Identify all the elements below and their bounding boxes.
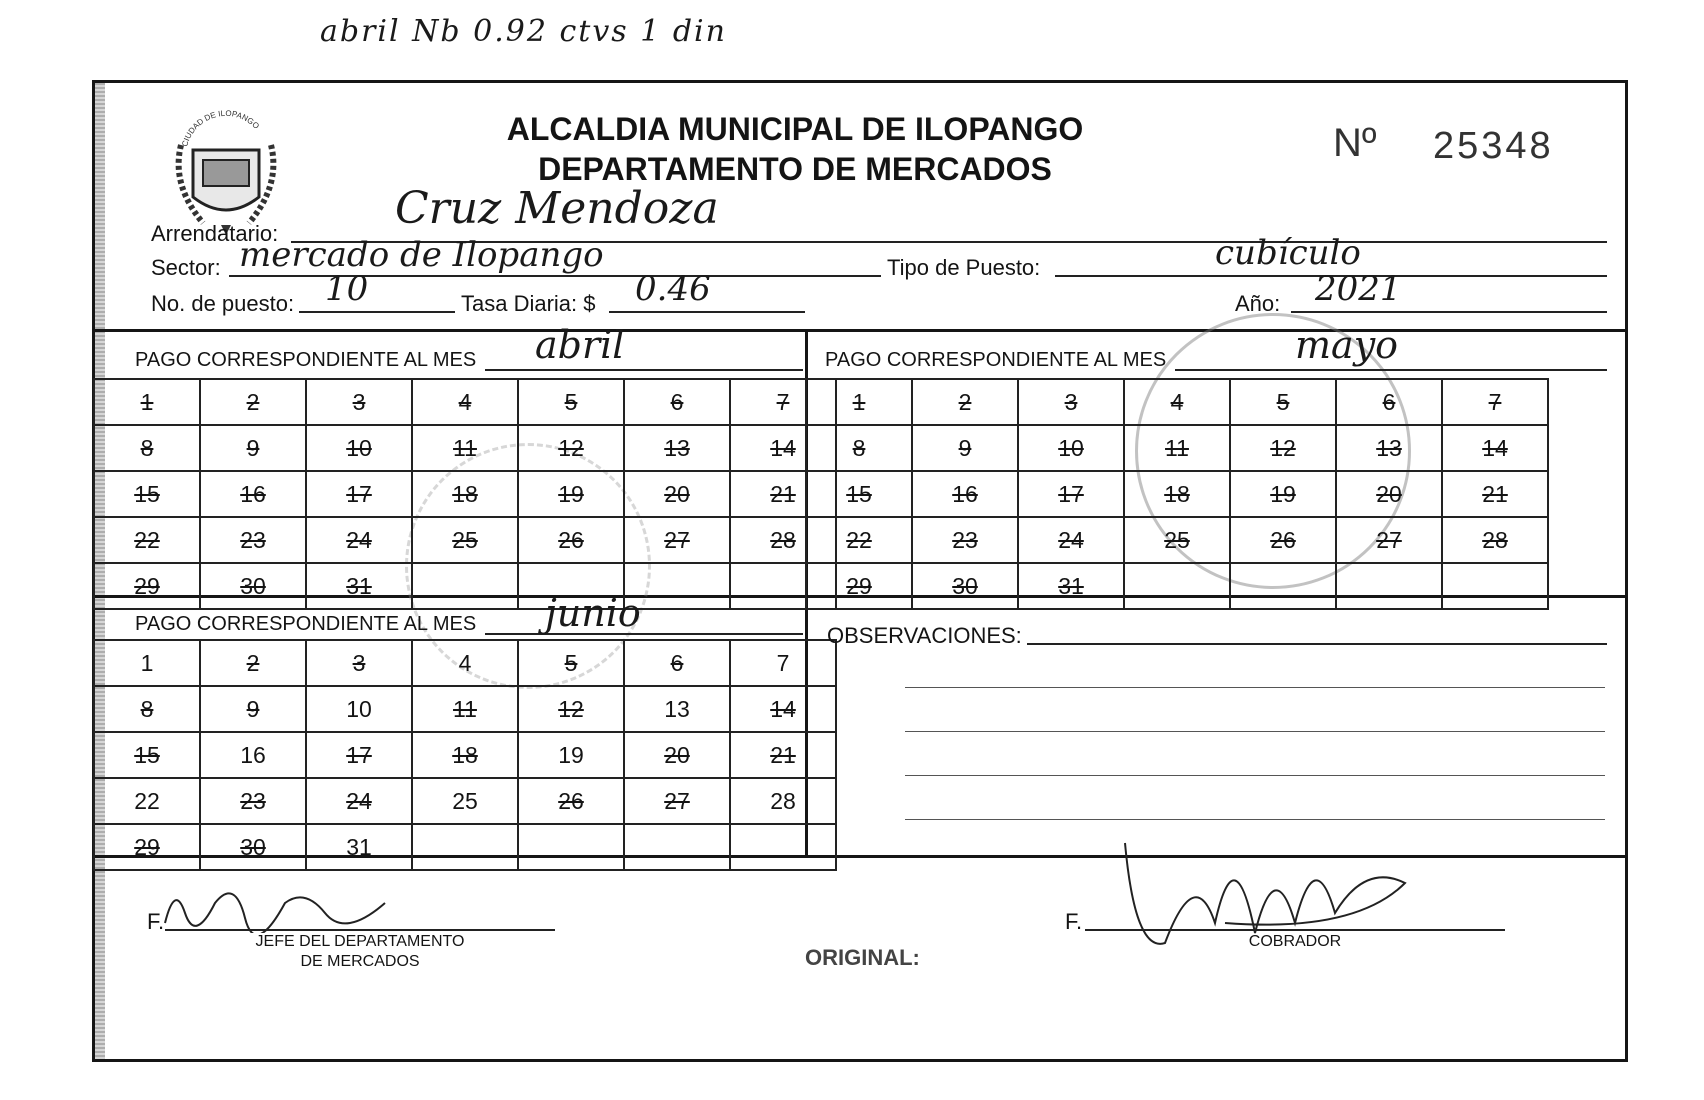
- month-1-day-grid: [93, 378, 837, 610]
- day-cell: 9: [200, 686, 306, 732]
- day-cell: [1336, 563, 1442, 609]
- day-row: [94, 686, 836, 732]
- day-row: [94, 824, 836, 870]
- day-cell: 6: [624, 379, 730, 425]
- anio-value: 2021: [1315, 269, 1402, 309]
- day-cell: 15: [94, 471, 200, 517]
- day-cell: [1230, 563, 1336, 609]
- day-cell: 16: [200, 732, 306, 778]
- day-cell: 4: [412, 379, 518, 425]
- anio-label: Año:: [1235, 291, 1281, 316]
- day-cell: 2: [200, 379, 306, 425]
- day-cell: 3: [306, 640, 412, 686]
- handwritten-top-note: abril Nb 0.92 ctvs 1 din: [320, 14, 727, 49]
- day-cell: 14: [1442, 425, 1548, 471]
- day-cell: 3: [306, 379, 412, 425]
- no-puesto-line: [299, 311, 455, 313]
- day-cell: 20: [1336, 471, 1442, 517]
- day-cell: 1: [94, 379, 200, 425]
- observaciones-line: [905, 819, 1605, 820]
- title-department: DEPARTAMENTO DE MERCADOS: [538, 151, 1052, 187]
- day-cell: 22: [806, 517, 912, 563]
- day-cell: 23: [912, 517, 1018, 563]
- day-cell: 4: [1124, 379, 1230, 425]
- municipal-seal-icon: [173, 105, 279, 237]
- day-cell: 23: [200, 778, 306, 824]
- day-cell: 28: [1442, 517, 1548, 563]
- day-cell: [412, 563, 518, 609]
- day-cell: 10: [306, 425, 412, 471]
- day-cell: 24: [1018, 517, 1124, 563]
- day-cell: 8: [94, 425, 200, 471]
- receipt-number: 25348: [1433, 125, 1554, 167]
- month-3-day-grid: [93, 639, 837, 871]
- day-cell: 12: [518, 425, 624, 471]
- day-cell: 21: [1442, 471, 1548, 517]
- day-cell: [624, 824, 730, 870]
- observaciones-line: [905, 731, 1605, 732]
- day-cell: 14: [730, 425, 836, 471]
- day-cell: 16: [200, 471, 306, 517]
- day-cell: 11: [412, 425, 518, 471]
- month-1-label: PAGO CORRESPONDIENTE AL MES: [135, 349, 477, 371]
- day-row: [94, 471, 836, 517]
- day-row: [94, 379, 836, 425]
- day-cell: 9: [912, 425, 1018, 471]
- left-signature-icon: [155, 873, 395, 933]
- day-cell: 10: [1018, 425, 1124, 471]
- day-cell: 29: [806, 563, 912, 609]
- observaciones-line: [905, 775, 1605, 776]
- day-cell: 31: [306, 824, 412, 870]
- day-cell: 27: [624, 517, 730, 563]
- day-cell: 19: [518, 732, 624, 778]
- day-cell: 27: [624, 778, 730, 824]
- day-cell: 25: [412, 517, 518, 563]
- month-3-value: junio: [545, 591, 641, 635]
- arrendatario-label: Arrendatario:: [151, 221, 279, 246]
- day-cell: 26: [518, 517, 624, 563]
- month-2-label: PAGO CORRESPONDIENTE AL MES: [825, 349, 1167, 371]
- day-row: [806, 563, 1548, 609]
- day-cell: [1124, 563, 1230, 609]
- tipo-puesto-value: cubículo: [1215, 233, 1361, 273]
- day-cell: 21: [730, 732, 836, 778]
- day-cell: 13: [624, 425, 730, 471]
- receipt-number-label: Nº: [1333, 121, 1377, 165]
- svg-text:CIUDAD DE ILOPANGO: [180, 109, 261, 148]
- day-cell: 11: [1124, 425, 1230, 471]
- day-cell: 15: [94, 732, 200, 778]
- day-cell: 20: [624, 471, 730, 517]
- day-cell: 26: [1230, 517, 1336, 563]
- day-row: [806, 425, 1548, 471]
- day-cell: 24: [306, 517, 412, 563]
- tasa-value: 0.46: [635, 269, 711, 309]
- day-cell: 7: [1442, 379, 1548, 425]
- day-cell: 6: [624, 640, 730, 686]
- month-3-line: [485, 633, 803, 635]
- right-caption: COBRADOR: [1248, 933, 1342, 950]
- day-row: [94, 732, 836, 778]
- day-cell: 19: [1230, 471, 1336, 517]
- day-cell: [1442, 563, 1548, 609]
- day-cell: 18: [412, 732, 518, 778]
- day-cell: [518, 824, 624, 870]
- month-2-value: mayo: [1295, 323, 1399, 367]
- right-signature-f: F.: [1065, 909, 1083, 934]
- day-cell: 28: [730, 778, 836, 824]
- day-cell: 23: [200, 517, 306, 563]
- tasa-label: Tasa Diaria: $: [461, 291, 596, 316]
- month-2-line: [1175, 369, 1607, 371]
- day-cell: 5: [518, 640, 624, 686]
- day-cell: 17: [1018, 471, 1124, 517]
- day-cell: 16: [912, 471, 1018, 517]
- day-cell: 22: [94, 778, 200, 824]
- day-cell: 3: [1018, 379, 1124, 425]
- day-cell: 13: [1336, 425, 1442, 471]
- day-cell: 27: [1336, 517, 1442, 563]
- day-row: [94, 640, 836, 686]
- day-cell: 7: [730, 640, 836, 686]
- day-cell: 8: [94, 686, 200, 732]
- day-cell: 30: [912, 563, 1018, 609]
- day-cell: 11: [412, 686, 518, 732]
- day-row: [94, 517, 836, 563]
- day-cell: 25: [412, 778, 518, 824]
- sector-value: mercado de Ilopango: [239, 235, 604, 275]
- day-cell: 17: [306, 732, 412, 778]
- day-cell: 29: [94, 824, 200, 870]
- day-cell: 30: [200, 563, 306, 609]
- day-row: [94, 425, 836, 471]
- day-cell: 12: [518, 686, 624, 732]
- day-cell: 26: [518, 778, 624, 824]
- day-cell: 24: [306, 778, 412, 824]
- month-1-line: [485, 369, 803, 371]
- day-cell: 25: [1124, 517, 1230, 563]
- day-cell: 1: [806, 379, 912, 425]
- sector-label: Sector:: [151, 255, 221, 280]
- day-cell: 14: [730, 686, 836, 732]
- month-1-value: abril: [535, 323, 625, 367]
- seal-text: CIUDAD DE ILOPANGO: [180, 108, 261, 148]
- day-row: [806, 517, 1548, 563]
- original-label: ORIGINAL:: [805, 945, 920, 970]
- day-cell: 8: [806, 425, 912, 471]
- title-municipality: ALCALDIA MUNICIPAL DE ILOPANGO: [506, 111, 1084, 147]
- day-cell: [412, 824, 518, 870]
- payment-form: [92, 80, 1628, 1062]
- day-cell: 21: [730, 471, 836, 517]
- day-cell: 18: [412, 471, 518, 517]
- tipo-puesto-label: Tipo de Puesto:: [887, 255, 1041, 280]
- month-2-day-grid: [805, 378, 1549, 610]
- day-cell: 18: [1124, 471, 1230, 517]
- day-row: [806, 379, 1548, 425]
- day-cell: 5: [518, 379, 624, 425]
- observaciones-line: [905, 687, 1605, 688]
- day-cell: [730, 824, 836, 870]
- day-cell: 7: [730, 379, 836, 425]
- day-cell: 10: [306, 686, 412, 732]
- day-cell: 2: [912, 379, 1018, 425]
- anio-line: [1291, 311, 1607, 313]
- left-signature-f: F.: [147, 909, 165, 934]
- day-cell: 15: [806, 471, 912, 517]
- day-cell: 9: [200, 425, 306, 471]
- day-cell: 13: [624, 686, 730, 732]
- month-3-label: PAGO CORRESPONDIENTE AL MES: [135, 613, 477, 635]
- day-cell: 20: [624, 732, 730, 778]
- day-cell: 22: [94, 517, 200, 563]
- day-cell: 31: [306, 563, 412, 609]
- left-caption-2: DE MERCADOS: [300, 953, 420, 970]
- tasa-line: [609, 311, 805, 313]
- day-cell: 17: [306, 471, 412, 517]
- day-cell: 19: [518, 471, 624, 517]
- day-cell: 12: [1230, 425, 1336, 471]
- day-row: [806, 471, 1548, 517]
- day-cell: 1: [94, 640, 200, 686]
- day-cell: 31: [1018, 563, 1124, 609]
- day-row: [94, 563, 836, 609]
- day-cell: 28: [730, 517, 836, 563]
- day-row: [94, 778, 836, 824]
- day-cell: 4: [412, 640, 518, 686]
- no-puesto-label: No. de puesto:: [151, 291, 295, 316]
- day-cell: 30: [200, 824, 306, 870]
- day-cell: 5: [1230, 379, 1336, 425]
- no-puesto-value: 10: [325, 269, 369, 309]
- arrendatario-value: Cruz Mendoza: [395, 183, 719, 234]
- observaciones-label: OBSERVACIONES:: [827, 623, 1022, 648]
- left-caption-1: JEFE DEL DEPARTAMENTO: [255, 933, 465, 950]
- day-cell: 29: [94, 563, 200, 609]
- day-cell: 6: [1336, 379, 1442, 425]
- day-cell: 2: [200, 640, 306, 686]
- observaciones-line: [1027, 643, 1607, 645]
